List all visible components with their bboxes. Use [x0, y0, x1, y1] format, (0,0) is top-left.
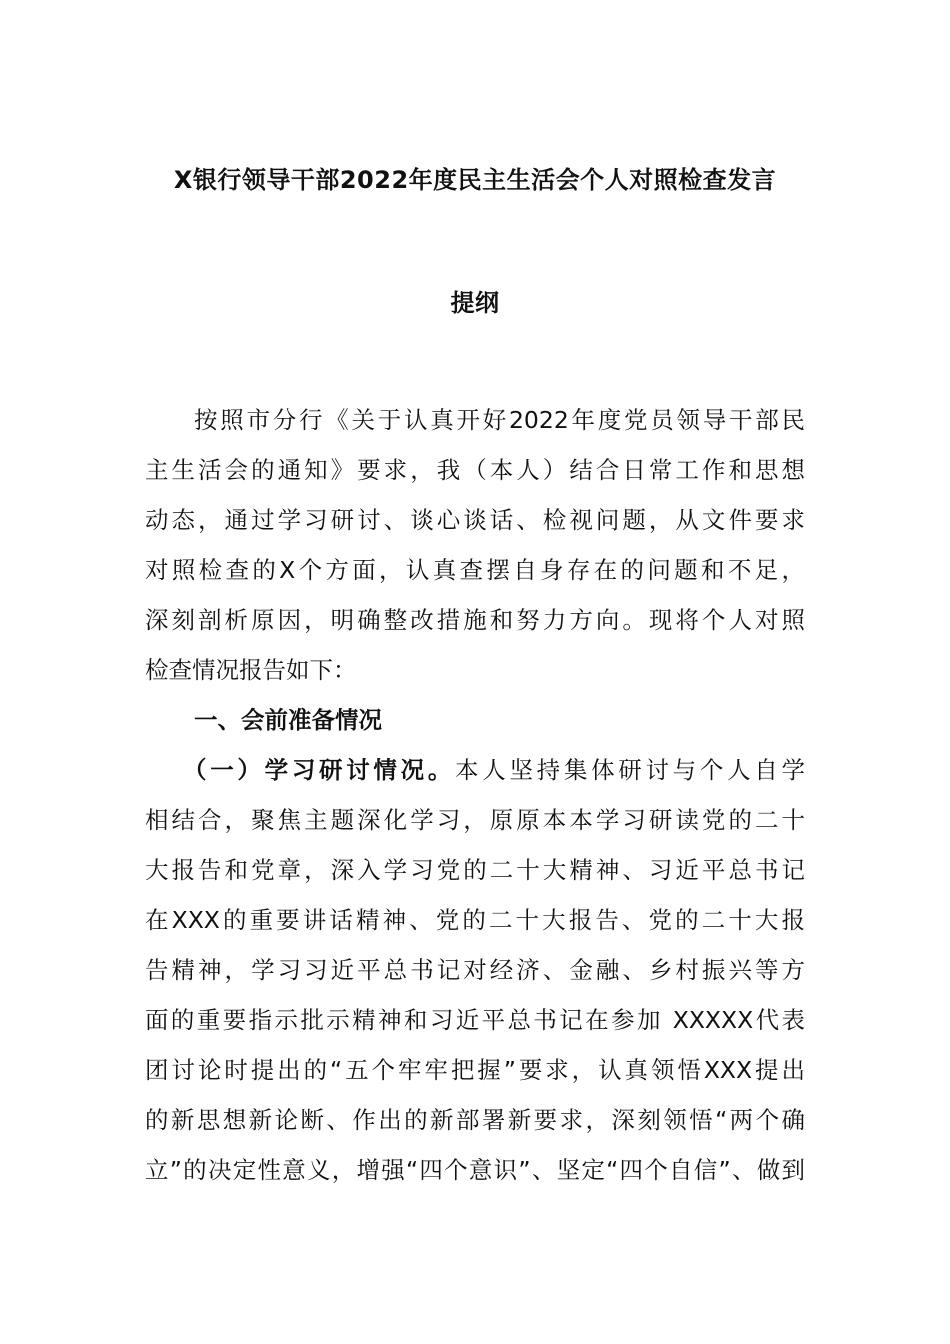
body-line: 面的重要指示批示精神和习近平总书记在参加 XXXXX代表 [145, 1006, 805, 1034]
document-title-line-1: X银行领导干部2022年度民主生活会个人对照检查发言 [173, 166, 777, 194]
section-heading: 一、会前准备情况 [194, 706, 382, 734]
document-title-line-2: 提纲 [450, 289, 500, 317]
intro-line: 检查情况报告如下： [145, 656, 357, 684]
subsection-heading: （一）学习研讨情况。 [183, 756, 456, 784]
body-line: 告精神，学习习近平总书记对经济、金融、乡村振兴等方 [145, 956, 805, 984]
subsection-first-line [145, 755, 805, 785]
body-line: 大报告和党章，深入学习党的二十大精神、习近平总书记 [145, 856, 805, 884]
intro-line: 深刻剖析原因，明确整改措施和努力方向。现将个人对照 [145, 606, 805, 634]
body-line: 立”的决定性意义，增强“四个意识”、坚定“四个自信”、做到 [145, 1156, 805, 1184]
body-line: 团讨论时提出的“五个牢牢把握”要求，认真领悟XXX提出 [145, 1056, 805, 1084]
intro-line: 动态，通过学习研讨、谈心谈话、检视问题，从文件要求 [145, 506, 805, 534]
body-line: 的新思想新论断、作出的新部署新要求，深刻领悟“两个确 [145, 1106, 805, 1134]
intro-line: 对照检查的X个方面，认真查摆自身存在的问题和不足， [145, 556, 805, 584]
intro-line: 按照市分行《关于认真开好2022年度党员领导干部民 [194, 406, 805, 434]
subsection-text: 本人坚持集体研讨与个人自学 [455, 756, 806, 784]
intro-line: 主生活会的通知》要求，我（本人）结合日常工作和思想 [145, 456, 805, 484]
body-line: 相结合，聚焦主题深化学习，原原本本学习研读党的二十 [145, 806, 805, 834]
body-line: 在XXX的重要讲话精神、党的二十大报告、党的二十大报 [145, 906, 805, 934]
